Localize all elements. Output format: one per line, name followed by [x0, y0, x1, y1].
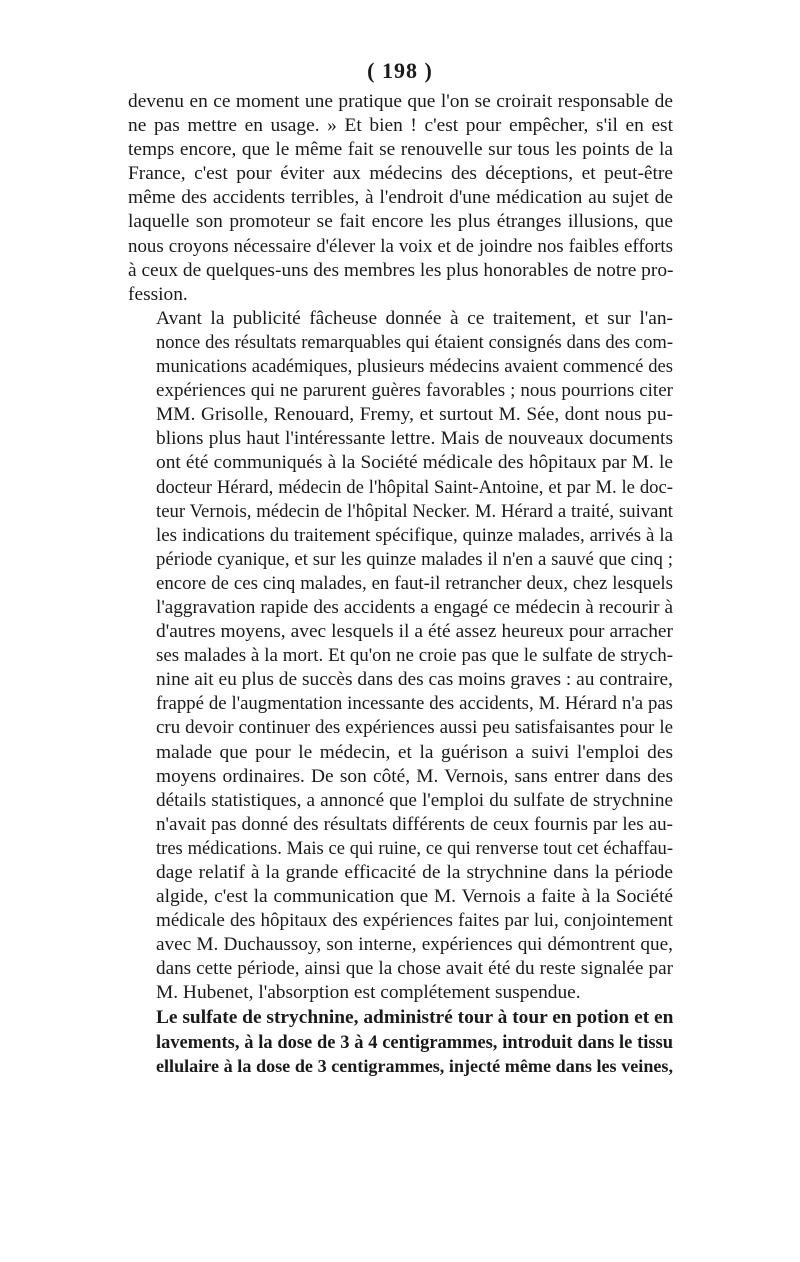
text-line: détails statistiques, a annoncé que l'emploi du sulfate de strychnine [156, 789, 673, 811]
text-line: période cyanique, et sur les quinze malades il n'en a sauvé que cinq ; [156, 548, 673, 570]
text-line: nonce des résultats remarquables qui étaient consignés dans des com- [156, 331, 673, 353]
text-line: Avant la publicité fâcheuse donnée à ce traitement, et sur l'an- [156, 307, 673, 329]
paragraph [128, 1006, 673, 1078]
text-line: moyens ordinaires. De son côté, M. Vernois, sans entrer dans des [156, 765, 673, 787]
text-line: médicale des hôpitaux des expériences faites par lui, conjointement [156, 910, 673, 932]
text-line: laquelle son promoteur se fait encore les plus étranges illusions, que [128, 211, 673, 233]
text-line: à ceux de quelques-uns des membres les plus honorables de notre pro- [128, 259, 674, 281]
text-line: lavements, à la dose de 3 à 4 centigrammes, introduit dans le tissu [156, 1031, 673, 1052]
text-line: n'avait pas donné des résultats différents de ceux fournis par les au- [156, 813, 673, 835]
text-line: dage relatif à la grande efficacité de la strychnine dans la période [156, 862, 673, 883]
text-line: l'aggravation rapide des accidents a engagé ce médecin à recourir à [156, 596, 673, 618]
text-line: cru devoir continuer des expériences aussi peu satisfaisantes pour le [156, 717, 673, 739]
text-line: nous croyons nécessaire d'élever la voix et de joindre nos faibles efforts [128, 235, 673, 257]
text-line: Le sulfate de strychnine, administré tour à tour en potion et en [156, 1006, 674, 1028]
text-line: les indications du traitement spécifique, quinze malades, arrivés à la [156, 524, 673, 546]
paragraph [128, 90, 673, 307]
text-line: France, c'est pour éviter aux médecins des déceptions, et peut-être [128, 163, 673, 185]
text-line: d'autres moyens, avec lesquels il a été assez heureux pour arracher [156, 621, 673, 643]
text-line: ne pas mettre en usage. » Et bien ! c'est pour empêcher, s'il en est [128, 115, 673, 137]
text-line: teur Vernois, médecin de l'hôpital Necker. M. Hérard a traité, suivant [156, 500, 673, 522]
text-line: ses malades à la mort. Et qu'on ne croie pas que le sulfate de strych- [156, 645, 673, 667]
text-line: tres médications. Mais ce qui ruine, ce qui renverse tout cet échaffau- [156, 837, 673, 859]
text-line: MM. Grisolle, Renouard, Fremy, et surtout M. Sée, dont nous pu- [156, 404, 673, 426]
text-line: même des accidents terribles, à l'endroit d'une médication au sujet de [128, 187, 673, 209]
page-number: ( 198 ) [367, 58, 433, 83]
body-text [128, 90, 673, 1078]
text-line: devenu en ce moment une pratique que l'on se croirait responsable de [128, 91, 673, 112]
text-line: frappé de l'augmentation incessante des accidents, M. Hérard n'a pas [156, 693, 673, 715]
text-line: blions plus haut l'intéressante lettre. Mais de nouveaux documents [156, 428, 673, 450]
text-line: ont été communiqués à la Société médicale des hôpitaux par M. le [156, 452, 673, 474]
text-line: malade que pour le médecin, et la guérison a suivi l'emploi des [156, 741, 673, 763]
text-line: encore de ces cinq malades, en faut-il retrancher deux, chez lesquels [156, 572, 673, 594]
text-line: ellulaire à la dose de 3 centigrammes, injecté même dans les veines, [156, 1055, 673, 1076]
paragraph [128, 307, 673, 1006]
text-line: expériences qui ne parurent guères favorables ; nous pourrions citer [156, 380, 673, 402]
text-line: docteur Hérard, médecin de l'hôpital Saint-Antoine, et par M. le doc- [156, 476, 673, 498]
text-line: nine ait eu plus de succès dans des cas moins graves : au contraire, [156, 669, 673, 691]
text-line: munications académiques, plusieurs médecins avaient commencé des [156, 356, 673, 378]
text-line: fession. [128, 283, 188, 305]
text-line: algide, c'est la communication que M. Vernois a faite à la Société [156, 886, 673, 908]
text-line: M. Hubenet, l'absorption est complétement suspendue. [156, 982, 581, 1004]
text-line: temps encore, que le même fait se renouvelle sur tous les points de la [128, 139, 673, 161]
text-line: dans cette période, ainsi que la chose avait été du reste signalée par [156, 958, 673, 980]
text-line: avec M. Duchaussoy, son interne, expériences qui démontrent que, [156, 934, 673, 956]
